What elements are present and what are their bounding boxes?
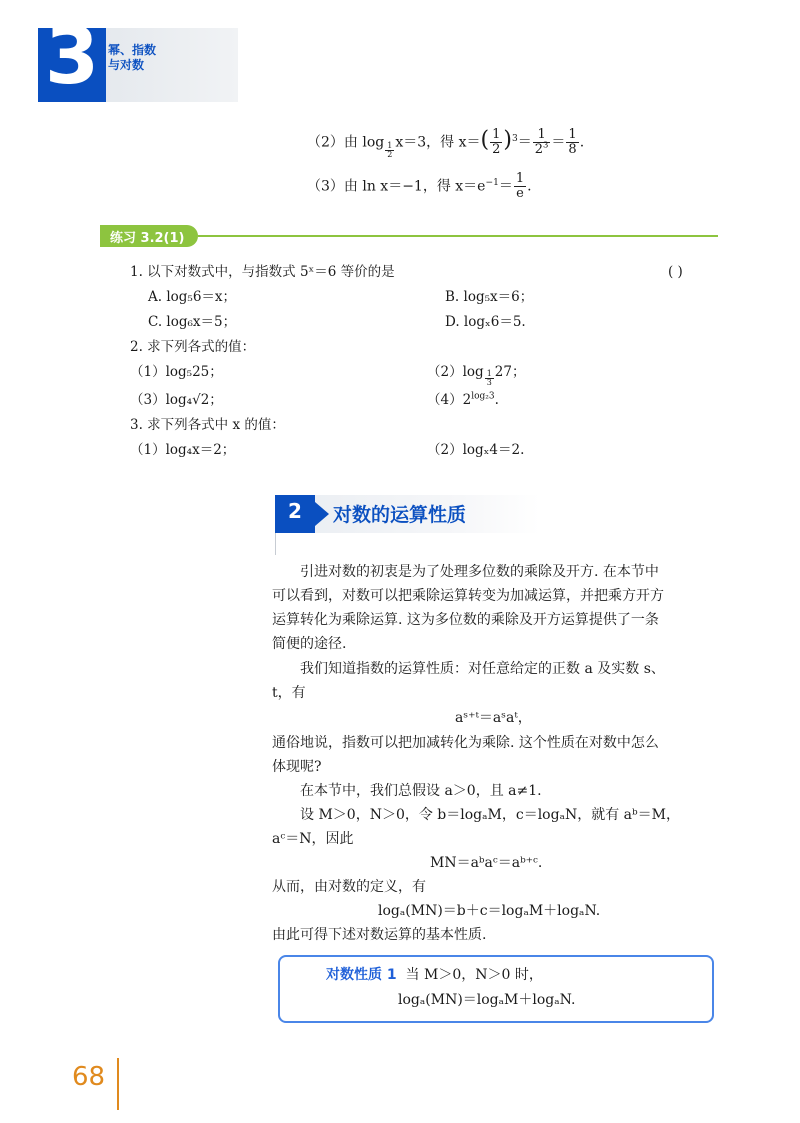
example-line-2: （2）由 log $\frac{1}{2}$ x＝3，得 x＝( $\frac{1}{2}$ )$^3$＝ $\frac{1}{2^3}$ ＝ $\frac{1}{8}$ . bbox=[307, 127, 585, 159]
paragraph-line: 运算转化为乘除运算. 这为多位数的乘除及开方运算提供了一条 bbox=[272, 612, 659, 628]
fraction: $\frac{1}{e}$ bbox=[515, 171, 525, 201]
practice-title: 练习 3.2(1) bbox=[110, 231, 185, 246]
paragraph-line: 简便的途径. bbox=[272, 636, 347, 652]
question-2-part-4: $(4)2^{log_23}$. bbox=[427, 391, 499, 408]
paragraph-line: 可以看到，对数可以把乘除运算转变为加减运算，并把乘方开方 bbox=[272, 588, 664, 604]
formula: aˢ⁺ᵗ＝aˢaᵗ， bbox=[455, 710, 532, 726]
section-number: 2 bbox=[288, 499, 302, 523]
answer-blank: ( ) bbox=[668, 264, 683, 280]
paragraph-line: 通俗地说，指数可以把加减转化为乘除. 这个性质在对数中怎么 bbox=[272, 735, 659, 751]
option-d: D. logₓ6＝5. bbox=[445, 314, 526, 330]
chapter-title bbox=[108, 43, 208, 73]
section-arrow-icon bbox=[315, 502, 329, 526]
paragraph-line: t，有 bbox=[272, 685, 306, 701]
question-3: 3. 求下列各式中 x 的值： bbox=[130, 417, 285, 433]
page-number: 68 bbox=[72, 1062, 106, 1092]
log-base-fraction: $\frac{1}{3}$ bbox=[486, 369, 492, 387]
example-line-3: （3）由 ln x＝−1，得 $x=e^{-1}=$ $\frac{1}{e}$ . bbox=[307, 171, 532, 201]
question-2-part-2: （2）log $\frac{1}{3}$ 27； bbox=[427, 364, 526, 387]
fraction: $\frac{1}{8}$ bbox=[568, 127, 577, 157]
paragraph-line: 从而，由对数的定义，有 bbox=[272, 879, 426, 895]
question-1: 1. 以下对数式中，与指数式 5ˣ＝6 等价的是 bbox=[130, 264, 395, 280]
paragraph-line: 由此可得下述对数运算的基本性质. bbox=[272, 927, 487, 943]
question-3-part-2: （2）logₓ4＝2. bbox=[427, 442, 525, 458]
fraction: $\frac{1}{2}$ bbox=[492, 127, 501, 157]
log-base-fraction: $\frac{1}{2}$ bbox=[387, 140, 393, 159]
section-rule bbox=[275, 533, 276, 555]
paragraph-line: 体现呢? bbox=[272, 759, 322, 775]
paragraph-line: 在本节中，我们总假设 a＞0，且 a≠1. bbox=[300, 783, 542, 799]
option-a: A. log₅6＝x； bbox=[148, 289, 237, 305]
option-c: C. log₆x＝5； bbox=[148, 314, 237, 330]
paragraph-line: 设 M＞0，N＞0，令 b＝logₐM，c＝logₐN，就有 aᵇ＝M， bbox=[300, 807, 680, 823]
question-2-part-3: （3）log₄√2； bbox=[130, 392, 223, 408]
paragraph-line: 我们知道指数的运算性质：对任意给定的正数 a 及实数 s、 bbox=[300, 661, 665, 677]
question-2: 2. 求下列各式的值： bbox=[130, 339, 256, 355]
chapter-title-line1: 幂、指数 bbox=[108, 43, 157, 57]
property-line bbox=[326, 963, 543, 987]
property-label: 对数性质 1 bbox=[326, 967, 397, 983]
paragraph-line: aᶜ＝N，因此 bbox=[272, 831, 354, 847]
paragraph-line: 引进对数的初衷是为了处理多位数的乘除及开方. 在本节中 bbox=[300, 564, 659, 580]
formula: logₐ(MN)＝b＋c＝logₐM＋logₐN. bbox=[378, 903, 601, 919]
practice-divider bbox=[198, 235, 718, 237]
formula: MN＝aᵇaᶜ＝aᵇ⁺ᶜ. bbox=[430, 855, 543, 871]
option-b: B. log₅x＝6； bbox=[445, 289, 534, 305]
property-formula: logₐ(MN)＝logₐM＋logₐN. bbox=[398, 992, 576, 1008]
fraction: $\frac{1}{2^3}$ bbox=[534, 127, 549, 157]
question-3-part-1: （1）log₄x＝2； bbox=[130, 442, 236, 458]
chapter-title-line2: 与对数 bbox=[108, 58, 145, 72]
section-title: 对数的运算性质 bbox=[333, 504, 467, 526]
chapter-number: 3 bbox=[44, 12, 100, 102]
question-2-part-1: （1）log₅25； bbox=[130, 364, 223, 380]
property-condition: 当 M＞0，N＞0 时， bbox=[405, 967, 543, 983]
page-number-rule bbox=[117, 1058, 119, 1110]
